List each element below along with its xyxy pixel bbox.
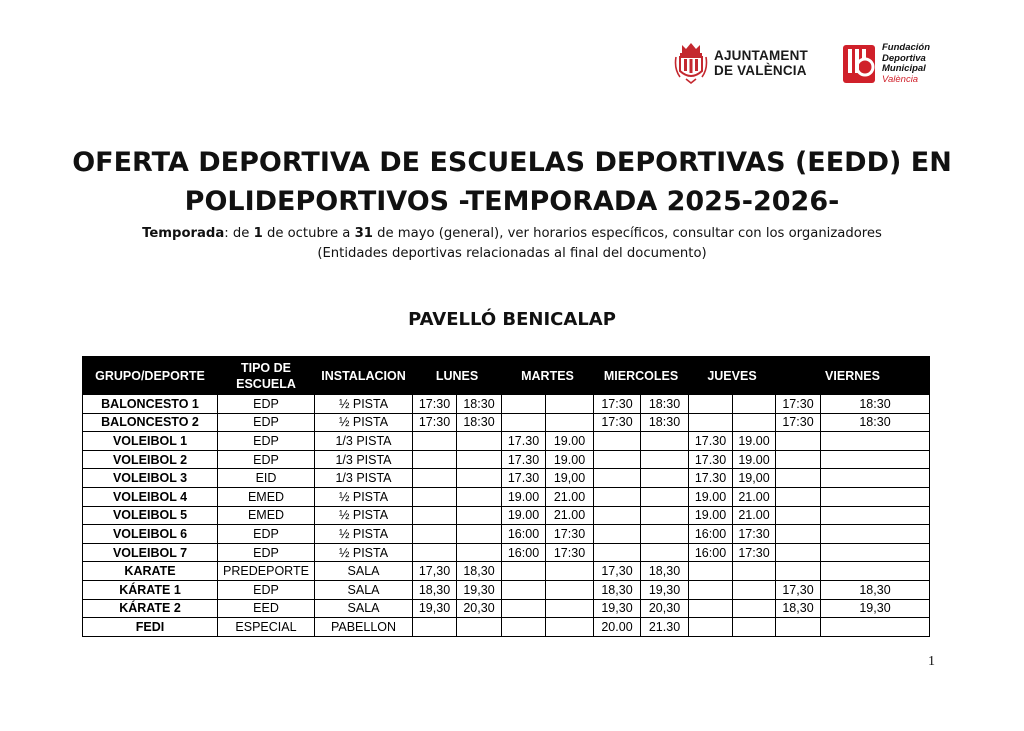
cell-instalacion: ½ PISTA bbox=[315, 413, 413, 432]
cell-jue-start: 17.30 bbox=[689, 469, 733, 488]
cell-vie-end bbox=[821, 487, 930, 506]
table-row bbox=[83, 599, 930, 618]
cell-lun-end bbox=[457, 618, 502, 637]
table-row bbox=[83, 413, 930, 432]
cell-mar-start: 19.00 bbox=[502, 487, 546, 506]
cell-instalacion: ½ PISTA bbox=[315, 543, 413, 562]
cell-lun-start bbox=[413, 450, 457, 469]
cell-grupo: KARATE bbox=[83, 562, 218, 581]
cell-lun-end bbox=[457, 450, 502, 469]
cell-mie-start: 17:30 bbox=[594, 413, 641, 432]
cell-mar-start bbox=[502, 413, 546, 432]
fdm-logo bbox=[842, 42, 952, 86]
cell-mar-end: 19.00 bbox=[546, 450, 594, 469]
cell-instalacion: SALA bbox=[315, 599, 413, 618]
cell-grupo: BALONCESTO 2 bbox=[83, 413, 218, 432]
cell-vie-end bbox=[821, 469, 930, 488]
cell-jue-start bbox=[689, 413, 733, 432]
cell-grupo: VOLEIBOL 2 bbox=[83, 450, 218, 469]
cell-jue-end bbox=[733, 599, 776, 618]
header-tipo: TIPO DE ESCUELA bbox=[218, 357, 315, 395]
cell-mar-end: 21.00 bbox=[546, 506, 594, 525]
cell-lun-end: 19,30 bbox=[457, 580, 502, 599]
cell-instalacion: ½ PISTA bbox=[315, 506, 413, 525]
ajuntament-line1: AJUNTAMENT bbox=[714, 48, 808, 63]
cell-mar-end: 19.00 bbox=[546, 432, 594, 451]
cell-mie-end bbox=[641, 487, 689, 506]
cell-jue-end: 19.00 bbox=[733, 432, 776, 451]
cell-jue-start: 17.30 bbox=[689, 450, 733, 469]
cell-jue-start bbox=[689, 580, 733, 599]
city-seal-icon bbox=[674, 41, 708, 85]
cell-jue-start bbox=[689, 562, 733, 581]
cell-lun-start: 17:30 bbox=[413, 413, 457, 432]
cell-tipo: EDP bbox=[218, 432, 315, 451]
cell-grupo: VOLEIBOL 6 bbox=[83, 525, 218, 544]
table-row bbox=[83, 469, 930, 488]
cell-jue-start: 17.30 bbox=[689, 432, 733, 451]
cell-jue-end: 21.00 bbox=[733, 506, 776, 525]
cell-mie-end: 18,30 bbox=[641, 562, 689, 581]
cell-instalacion: SALA bbox=[315, 580, 413, 599]
page-number: 1 bbox=[928, 654, 935, 669]
cell-vie-start bbox=[776, 450, 821, 469]
cell-instalacion: SALA bbox=[315, 562, 413, 581]
cell-mar-start bbox=[502, 580, 546, 599]
cell-mie-start bbox=[594, 525, 641, 544]
season-day2: 31 bbox=[354, 226, 373, 241]
cell-mar-start bbox=[502, 618, 546, 637]
table-row bbox=[83, 395, 930, 414]
cell-mie-start: 17,30 bbox=[594, 562, 641, 581]
title-line1: OFERTA DEPORTIVA DE ESCUELAS DEPORTIVAS (EEDD) EN bbox=[72, 147, 952, 178]
cell-mar-start: 16:00 bbox=[502, 525, 546, 544]
cell-grupo: VOLEIBOL 4 bbox=[83, 487, 218, 506]
cell-lun-start bbox=[413, 543, 457, 562]
cell-jue-start bbox=[689, 599, 733, 618]
cell-instalacion: ½ PISTA bbox=[315, 487, 413, 506]
season-info bbox=[40, 224, 984, 264]
cell-mie-end bbox=[641, 506, 689, 525]
cell-mie-end bbox=[641, 432, 689, 451]
header-grupo: GRUPO/DEPORTE bbox=[83, 357, 218, 395]
cell-mie-start bbox=[594, 543, 641, 562]
cell-mie-start bbox=[594, 450, 641, 469]
season-day1: 1 bbox=[253, 226, 263, 241]
cell-lun-start bbox=[413, 487, 457, 506]
cell-mar-start: 19.00 bbox=[502, 506, 546, 525]
cell-mie-end: 18:30 bbox=[641, 413, 689, 432]
table-row bbox=[83, 506, 930, 525]
cell-mar-end bbox=[546, 599, 594, 618]
header-row bbox=[83, 357, 930, 395]
cell-tipo: EDP bbox=[218, 580, 315, 599]
cell-mie-end: 20,30 bbox=[641, 599, 689, 618]
cell-mar-end: 21.00 bbox=[546, 487, 594, 506]
cell-lun-end bbox=[457, 469, 502, 488]
cell-mar-end: 17:30 bbox=[546, 543, 594, 562]
cell-vie-end: 18:30 bbox=[821, 395, 930, 414]
cell-grupo: KÁRATE 1 bbox=[83, 580, 218, 599]
cell-jue-start bbox=[689, 395, 733, 414]
cell-instalacion: ½ PISTA bbox=[315, 525, 413, 544]
cell-lun-end bbox=[457, 487, 502, 506]
season-note: (Entidades deportivas relacionadas al final del documento) bbox=[317, 246, 707, 261]
cell-mie-end: 21.30 bbox=[641, 618, 689, 637]
table-row bbox=[83, 525, 930, 544]
cell-lun-end: 18:30 bbox=[457, 413, 502, 432]
cell-mar-start: 17.30 bbox=[502, 450, 546, 469]
cell-mar-end bbox=[546, 618, 594, 637]
cell-jue-end: 21.00 bbox=[733, 487, 776, 506]
cell-grupo: BALONCESTO 1 bbox=[83, 395, 218, 414]
cell-lun-start: 18,30 bbox=[413, 580, 457, 599]
cell-jue-start bbox=[689, 618, 733, 637]
cell-mar-end bbox=[546, 395, 594, 414]
cell-mie-start bbox=[594, 487, 641, 506]
header-martes: MARTES bbox=[502, 357, 594, 395]
cell-lun-end bbox=[457, 543, 502, 562]
cell-lun-end bbox=[457, 506, 502, 525]
cell-jue-end: 19.00 bbox=[733, 450, 776, 469]
cell-jue-end: 17:30 bbox=[733, 543, 776, 562]
header-viernes: VIERNES bbox=[776, 357, 930, 395]
header-instalacion: INSTALACION bbox=[315, 357, 413, 395]
cell-tipo: ESPECIAL bbox=[218, 618, 315, 637]
cell-lun-start bbox=[413, 525, 457, 544]
cell-lun-end: 20,30 bbox=[457, 599, 502, 618]
cell-jue-start: 19.00 bbox=[689, 506, 733, 525]
cell-instalacion: PABELLON bbox=[315, 618, 413, 637]
cell-jue-end bbox=[733, 580, 776, 599]
cell-mar-end: 17:30 bbox=[546, 525, 594, 544]
ajuntament-logo bbox=[674, 40, 824, 86]
cell-lun-end: 18,30 bbox=[457, 562, 502, 581]
title-line2: POLIDEPORTIVOS -TEMPORADA 2025-2026- bbox=[184, 186, 840, 217]
table-row bbox=[83, 543, 930, 562]
cell-tipo: PREDEPORTE bbox=[218, 562, 315, 581]
cell-vie-start bbox=[776, 487, 821, 506]
cell-grupo: VOLEIBOL 7 bbox=[83, 543, 218, 562]
cell-mar-start: 17.30 bbox=[502, 432, 546, 451]
table-row bbox=[83, 580, 930, 599]
cell-tipo: EID bbox=[218, 469, 315, 488]
cell-lun-start bbox=[413, 469, 457, 488]
cell-vie-start bbox=[776, 432, 821, 451]
cell-mie-start bbox=[594, 506, 641, 525]
table-row bbox=[83, 562, 930, 581]
cell-tipo: EDP bbox=[218, 395, 315, 414]
cell-mar-start: 16:00 bbox=[502, 543, 546, 562]
cell-grupo: KÁRATE 2 bbox=[83, 599, 218, 618]
cell-vie-end bbox=[821, 618, 930, 637]
cell-jue-end bbox=[733, 395, 776, 414]
cell-vie-start bbox=[776, 525, 821, 544]
cell-mie-start: 18,30 bbox=[594, 580, 641, 599]
cell-jue-end bbox=[733, 618, 776, 637]
cell-grupo: VOLEIBOL 1 bbox=[83, 432, 218, 451]
cell-jue-start: 19.00 bbox=[689, 487, 733, 506]
cell-grupo: VOLEIBOL 3 bbox=[83, 469, 218, 488]
document-title bbox=[40, 143, 984, 221]
cell-lun-end: 18:30 bbox=[457, 395, 502, 414]
cell-mar-start bbox=[502, 599, 546, 618]
fdm-line4: València bbox=[882, 73, 919, 85]
header-lunes: LUNES bbox=[413, 357, 502, 395]
cell-jue-start: 16:00 bbox=[689, 525, 733, 544]
cell-vie-end bbox=[821, 525, 930, 544]
cell-lun-end bbox=[457, 525, 502, 544]
season-text2: de octubre a bbox=[262, 226, 355, 241]
cell-vie-start: 17:30 bbox=[776, 413, 821, 432]
fdm-emblem-icon bbox=[842, 43, 876, 85]
cell-mie-start bbox=[594, 432, 641, 451]
cell-mie-end bbox=[641, 469, 689, 488]
cell-mie-end bbox=[641, 543, 689, 562]
cell-jue-end bbox=[733, 562, 776, 581]
cell-tipo: EDP bbox=[218, 525, 315, 544]
cell-vie-end: 18,30 bbox=[821, 580, 930, 599]
cell-vie-start bbox=[776, 543, 821, 562]
table-row bbox=[83, 618, 930, 637]
cell-lun-start bbox=[413, 432, 457, 451]
cell-mie-start: 17:30 bbox=[594, 395, 641, 414]
season-label: Temporada bbox=[142, 226, 225, 241]
cell-vie-start bbox=[776, 506, 821, 525]
cell-vie-end: 19,30 bbox=[821, 599, 930, 618]
cell-tipo: EED bbox=[218, 599, 315, 618]
cell-grupo: FEDI bbox=[83, 618, 218, 637]
cell-mar-end bbox=[546, 562, 594, 581]
fdm-line3: Municipal bbox=[882, 63, 926, 74]
cell-lun-end bbox=[457, 432, 502, 451]
cell-mie-start bbox=[594, 469, 641, 488]
table-row bbox=[83, 450, 930, 469]
cell-mar-start bbox=[502, 562, 546, 581]
cell-tipo: EMED bbox=[218, 506, 315, 525]
cell-tipo: EDP bbox=[218, 413, 315, 432]
cell-lun-start bbox=[413, 506, 457, 525]
cell-lun-start: 17:30 bbox=[413, 395, 457, 414]
cell-lun-start: 19,30 bbox=[413, 599, 457, 618]
cell-tipo: EMED bbox=[218, 487, 315, 506]
cell-vie-start: 18,30 bbox=[776, 599, 821, 618]
cell-vie-start bbox=[776, 618, 821, 637]
cell-mie-end: 18:30 bbox=[641, 395, 689, 414]
schedule-table bbox=[82, 356, 930, 637]
cell-mie-end: 19,30 bbox=[641, 580, 689, 599]
cell-instalacion: 1/3 PISTA bbox=[315, 450, 413, 469]
cell-mar-end: 19,00 bbox=[546, 469, 594, 488]
cell-mar-start bbox=[502, 395, 546, 414]
cell-tipo: EDP bbox=[218, 543, 315, 562]
cell-mie-end bbox=[641, 450, 689, 469]
cell-instalacion: 1/3 PISTA bbox=[315, 432, 413, 451]
cell-instalacion: 1/3 PISTA bbox=[315, 469, 413, 488]
cell-mie-start: 19,30 bbox=[594, 599, 641, 618]
table-row bbox=[83, 487, 930, 506]
cell-jue-end: 17:30 bbox=[733, 525, 776, 544]
cell-vie-end bbox=[821, 562, 930, 581]
cell-jue-end: 19,00 bbox=[733, 469, 776, 488]
venue-heading: PAVELLÓ BENICALAP bbox=[408, 309, 616, 330]
cell-vie-end: 18:30 bbox=[821, 413, 930, 432]
cell-vie-start bbox=[776, 562, 821, 581]
header-jueves: JUEVES bbox=[689, 357, 776, 395]
cell-lun-start: 17,30 bbox=[413, 562, 457, 581]
table-row bbox=[83, 432, 930, 451]
cell-vie-end bbox=[821, 506, 930, 525]
cell-mie-end bbox=[641, 525, 689, 544]
cell-vie-end bbox=[821, 450, 930, 469]
cell-vie-end bbox=[821, 432, 930, 451]
cell-tipo: EDP bbox=[218, 450, 315, 469]
ajuntament-line2: DE VALÈNCIA bbox=[714, 63, 807, 78]
season-text1: : de bbox=[224, 226, 254, 241]
season-text3: de mayo (general), ver horarios específicos, consultar con los organizadores bbox=[372, 226, 882, 241]
fdm-line1: Fundación bbox=[882, 42, 931, 53]
cell-mar-end bbox=[546, 413, 594, 432]
cell-mie-start: 20.00 bbox=[594, 618, 641, 637]
cell-jue-start: 16:00 bbox=[689, 543, 733, 562]
cell-grupo: VOLEIBOL 5 bbox=[83, 506, 218, 525]
header-miercoles: MIERCOLES bbox=[594, 357, 689, 395]
cell-vie-end bbox=[821, 543, 930, 562]
cell-mar-end bbox=[546, 580, 594, 599]
cell-vie-start: 17,30 bbox=[776, 580, 821, 599]
cell-vie-start: 17:30 bbox=[776, 395, 821, 414]
cell-lun-start bbox=[413, 618, 457, 637]
cell-instalacion: ½ PISTA bbox=[315, 395, 413, 414]
cell-vie-start bbox=[776, 469, 821, 488]
fdm-line2: Deportiva bbox=[882, 52, 926, 64]
cell-jue-end bbox=[733, 413, 776, 432]
cell-mar-start: 17.30 bbox=[502, 469, 546, 488]
